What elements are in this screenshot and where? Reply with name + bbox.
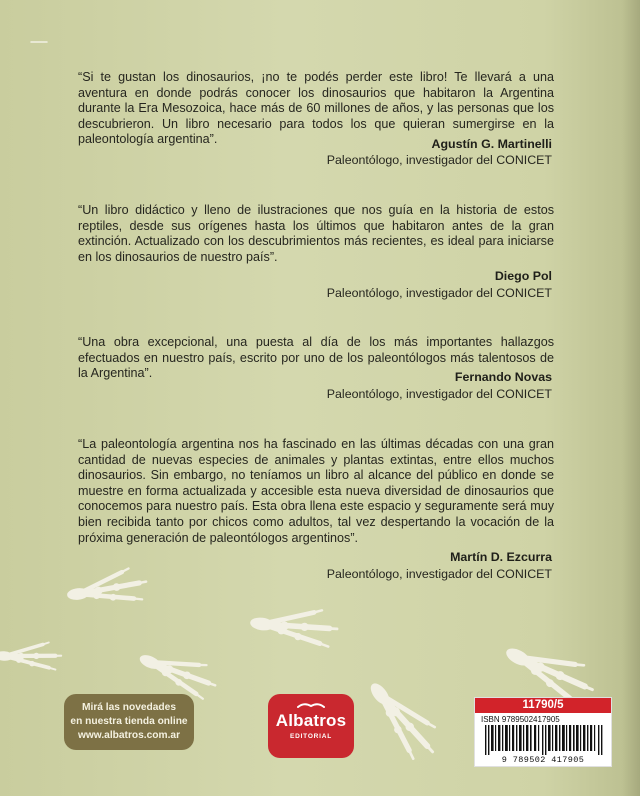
store-badge-url[interactable]: www.albatros.com.ar [77, 730, 181, 741]
store-badge-line-2: en nuestra tienda online [70, 716, 188, 727]
barcode-icon [483, 725, 605, 755]
publisher-logo [268, 694, 354, 758]
quote-text-3: “Una obra excepcional, una puesta al día de los más importantes hallazgos efectuados en nuestro país, escrito por uno de los paleontólogos más talentosos de la Argentina”. [78, 335, 554, 381]
quote-author-2: Diego Pol [494, 269, 552, 283]
quote-author-3: Fernando Novas [454, 370, 552, 384]
quote-text-4: “La paleontología argentina nos ha fascinado en las últimas décadas con una gran cantidad de nuevas especies de animales y plantas extintas, entre ellos muchos dinosaurios. Sin embargo, no teníamos un libro al alcance del público en donde se muestre en forma actualizada y accesible esta nueva diversidad de dinosaurios que conocemos para nuestro país. Esta obra llena este espacio y seguramente será muy bien recibida tanto por chicos como adultos, tal vez despertando la vocación de la próxima generación de paleontólogos argentinos”. [78, 437, 554, 545]
quote-author-1: Agustín G. Martinelli [431, 137, 552, 151]
dinosaur-footprint-icon [501, 630, 601, 707]
quote-role-2: Paleontólogo, investigador del CONICET [326, 286, 552, 300]
publisher-subtitle: EDITORIAL [289, 733, 333, 740]
publisher-name: Albatros [275, 711, 347, 730]
dinosaur-footprint-icon [136, 639, 222, 701]
barcode-digits: 9 789502 417905 [501, 755, 585, 765]
store-badge-line-1: Mirá las novedades [82, 702, 176, 713]
dinosaur-footprint-icon [0, 639, 62, 670]
dinosaur-footprint-icon [362, 671, 446, 764]
quote-role-3: Paleontólogo, investigador del CONICET [326, 387, 552, 401]
dinosaur-footprint-icon [249, 601, 339, 648]
quote-text-2: “Un libro didáctico y lleno de ilustraciones que nos guía en la historia de estos reptiles, desde sus orígenes hasta los últimos que habitaron antes de la gran extinción. Actualizado con los descubrimientos más recientes, es ideal para iniciarse en los dinosaurios de nuestro país”. [78, 203, 554, 264]
isbn-text: ISBN 9789502417905 [481, 715, 560, 724]
product-code: 11790/5 [475, 698, 611, 713]
quote-role-4: Paleontólogo, investigador del CONICET [326, 567, 552, 581]
online-store-badge[interactable] [64, 694, 194, 750]
dinosaur-footprint-icon [66, 567, 148, 607]
book-icon [296, 701, 326, 709]
quote-role-1: Paleontólogo, investigador del CONICET [326, 153, 552, 167]
quote-text-1: “Si te gustan los dinosaurios, ¡no te podés perder este libro! Te llevará a una aventura en donde podrás conocer los dinosaurios que habitaron la Argentina durante la Era Mesozoica, hace más de 60 millones de años, y las personas que los descubrieron. Un libro necesario para todos los que quieran sumergirse en la paleontología argentina”. [78, 70, 554, 147]
barcode-label [474, 697, 612, 767]
quote-author-4: Martín D. Ezcurra [450, 550, 552, 564]
